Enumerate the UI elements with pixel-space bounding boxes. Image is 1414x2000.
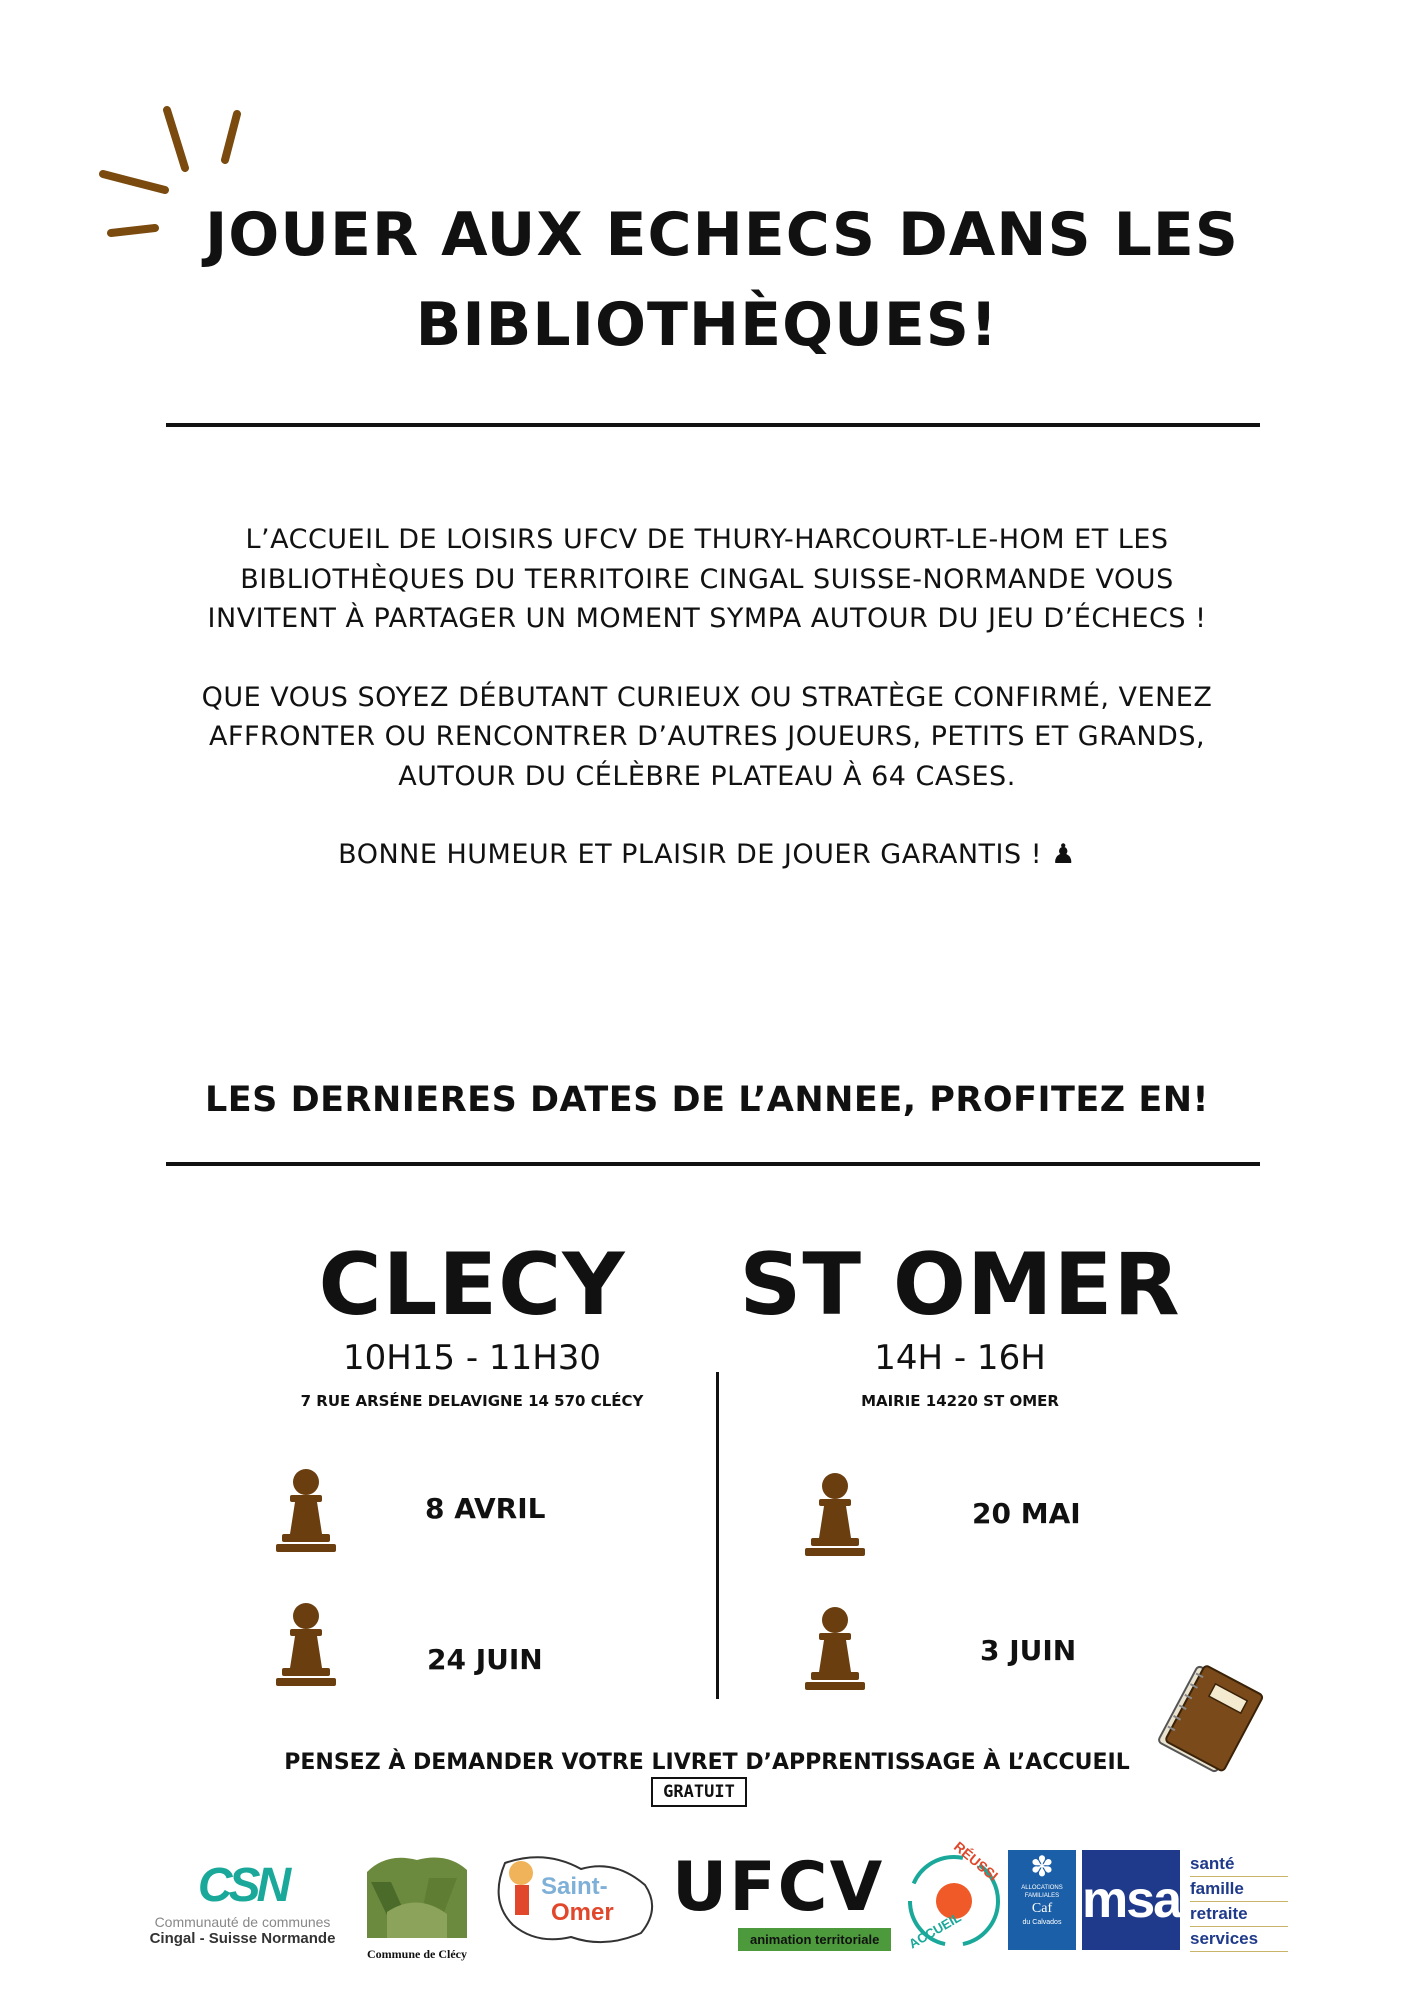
location-address-stomer: MAIRIE 14220 ST OMER — [861, 1392, 1059, 1410]
csn-mark: CSN — [197, 1859, 288, 1912]
intro-paragraph-3 — [0, 835, 1414, 875]
intro-paragraph-1 — [0, 520, 1414, 639]
msa-line: services — [1190, 1927, 1288, 1952]
reussi-top: RÉUSSI — [950, 1838, 1002, 1884]
reussi-bottom: ACCUEIL — [906, 1909, 964, 1952]
chess-pawn-icon — [274, 1468, 338, 1554]
logo-reussi — [900, 1838, 1010, 1957]
dates-subheading: LES DERNIERES DATES DE L’ANNEE, PROFITEZ EN! — [204, 1080, 1210, 1120]
intro-line: BONNE HUMEUR ET PLAISIR DE JOUER GARANTIS ! — [338, 839, 1043, 870]
page-title — [0, 190, 1414, 370]
ufcv-tag: animation territoriale — [738, 1928, 891, 1951]
intro-text — [0, 520, 1414, 914]
clecy-landscape-icon — [357, 1852, 477, 1942]
date-stomer-1: 20 MAI — [972, 1497, 1081, 1530]
csn-line-2: Cingal - Suisse Normande — [149, 1930, 336, 1947]
msa-line: santé — [1190, 1852, 1288, 1877]
intro-line: INVITENT À PARTAGER UN MOMENT SYMPA AUTOUR DU JEU D’ÉCHECS ! — [207, 603, 1207, 634]
date-clecy-1: 8 AVRIL — [425, 1492, 546, 1525]
column-divider — [716, 1372, 719, 1699]
location-hours-stomer: 14H - 16H — [874, 1338, 1046, 1378]
logo-saint-omer — [485, 1845, 665, 1955]
caf-line-3: Caf — [1031, 1901, 1053, 1916]
chess-pawn-icon — [803, 1606, 867, 1692]
free-badge: GRATUIT — [651, 1777, 747, 1807]
intro-paragraph-2 — [0, 678, 1414, 797]
logo-clecy — [357, 1852, 477, 1962]
msa-line: retraite — [1190, 1902, 1288, 1927]
title-line-1: JOUER AUX ECHECS DANS LES — [204, 200, 1240, 270]
caf-emblem-icon: ✽ — [1030, 1851, 1054, 1882]
chess-pawn-icon: ♟ — [1051, 839, 1076, 870]
logo-caf — [1008, 1850, 1076, 1950]
location-hours-clecy: 10H15 - 11H30 — [342, 1338, 602, 1378]
chess-pawn-icon — [803, 1472, 867, 1558]
logo-ufcv — [672, 1848, 904, 1960]
msa-tagline — [1190, 1852, 1288, 1952]
caf-line-4: du Calvados — [1022, 1919, 1062, 1926]
title-line-2: BIBLIOTHÈQUES! — [415, 290, 999, 360]
location-name-stomer: ST OMER — [739, 1235, 1181, 1335]
msa-mark: msa — [1082, 1871, 1181, 1929]
intro-line: L’ACCUEIL DE LOISIRS UFCV DE THURY-HARCOURT-LE-HOM ET LES — [245, 524, 1169, 555]
date-stomer-2: 3 JUIN — [980, 1634, 1077, 1667]
intro-line: BIBLIOTHÈQUES DU TERRITOIRE CINGAL SUISSE-NORMANDE VOUS — [240, 563, 1174, 595]
divider-middle — [166, 1162, 1260, 1166]
msa-line: famille — [1190, 1877, 1288, 1902]
logo-msa — [1082, 1850, 1180, 1950]
intro-line: QUE VOUS SOYEZ DÉBUTANT CURIEUX OU STRATÈGE CONFIRMÉ, VENEZ — [201, 681, 1213, 713]
saint-omer-line-2: Omer — [551, 1899, 614, 1926]
caf-line-1: ALLOCATIONS — [1021, 1885, 1063, 1891]
caf-line-2: FAMILIALES — [1024, 1893, 1060, 1899]
clecy-caption: Commune de Clécy — [367, 1947, 467, 1961]
intro-line: AFFRONTER OU RENCONTRER D’AUTRES JOUEURS, PETITS ET GRANDS, — [208, 721, 1206, 752]
chess-pawn-icon — [274, 1602, 338, 1688]
divider-top — [166, 423, 1260, 427]
ufcv-mark: UFCV — [672, 1848, 885, 1927]
location-address-clecy: 7 RUE ARSÉNE DELAVIGNE 14 570 CLÉCY — [300, 1392, 644, 1410]
location-name-clecy: CLECY — [318, 1235, 626, 1335]
footer-note: PENSEZ À DEMANDER VOTRE LIVRET D’APPRENTISSAGE À L’ACCUEIL — [284, 1750, 1130, 1775]
csn-line-1: Communauté de communes — [154, 1914, 331, 1930]
logo-csn — [140, 1860, 345, 1960]
saint-omer-line-1: Saint- — [541, 1873, 608, 1900]
date-clecy-2: 24 JUIN — [427, 1643, 543, 1676]
intro-line: AUTOUR DU CÉLÈBRE PLATEAU À 64 CASES. — [398, 760, 1016, 792]
